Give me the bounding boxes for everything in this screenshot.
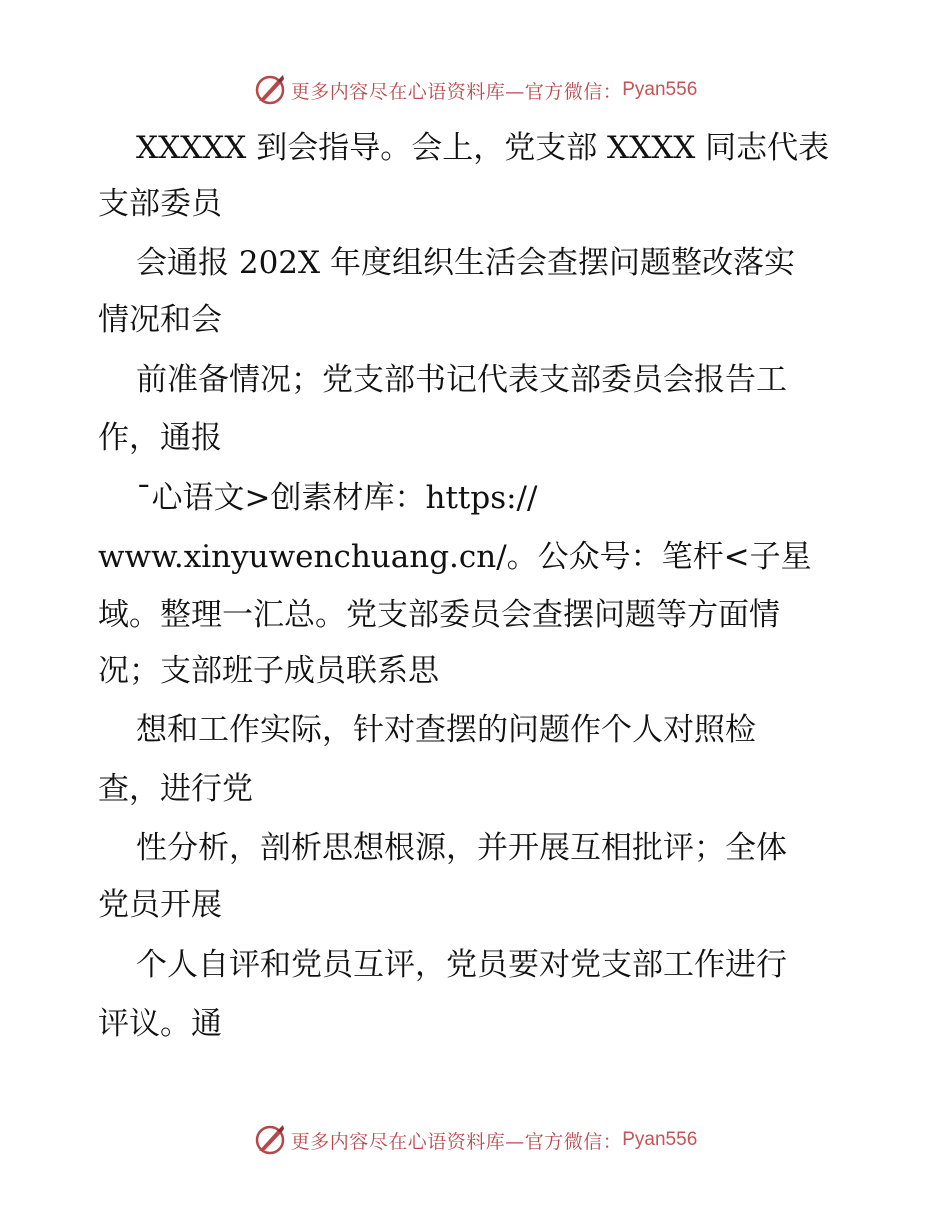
body-line: www.xinyuwenchuang.cn/。公众号：笔杆<子星 <box>98 539 812 575</box>
body-line: 个人自评和党员互评，党员要对党支部工作进行 <box>136 947 787 983</box>
body-line: 作，通报 <box>98 420 222 456</box>
body-line: ¯心语文>创素材库：https:// <box>136 480 538 516</box>
footer-banner <box>0 1120 950 1160</box>
header-brand-text: 更多内容尽在心语资料库 <box>290 80 506 103</box>
quill-circle-logo-icon <box>253 73 287 107</box>
body-line: 况；支部班子成员联系思 <box>98 653 439 689</box>
body-line: 域。整理一汇总。党支部委员会查摆问题等方面情 <box>98 597 780 633</box>
body-line: 会通报 202X 年度组织生活会查摆问题整改落实 <box>136 245 795 281</box>
body-line: 前准备情况；党支部书记代表支部委员会报告工 <box>136 362 787 398</box>
header-wechat-label: —官方微信： <box>505 80 623 103</box>
header-wechat-id: Pyan556 <box>622 79 698 100</box>
body-line: 党员开展 <box>98 887 222 923</box>
footer-brand-text: 更多内容尽在心语资料库 <box>290 1130 506 1153</box>
footer-wechat-id: Pyan556 <box>622 1129 698 1150</box>
body-line: 支部委员 <box>98 186 222 222</box>
body-line: 想和工作实际，针对查摆的问题作个人对照检 <box>136 712 756 748</box>
quill-circle-logo-icon <box>253 1123 287 1157</box>
body-line: 评议。通 <box>98 1006 222 1042</box>
body-line: 性分析，剖析思想根源，并开展互相批评；全体 <box>136 830 787 866</box>
header-banner <box>0 70 950 110</box>
body-line: XXXXX 到会指导。会上，党支部 XXXX 同志代表 <box>136 130 830 166</box>
body-line: 情况和会 <box>98 302 222 338</box>
body-line: 查，进行党 <box>98 771 253 807</box>
footer-wechat-label: —官方微信： <box>505 1130 623 1153</box>
